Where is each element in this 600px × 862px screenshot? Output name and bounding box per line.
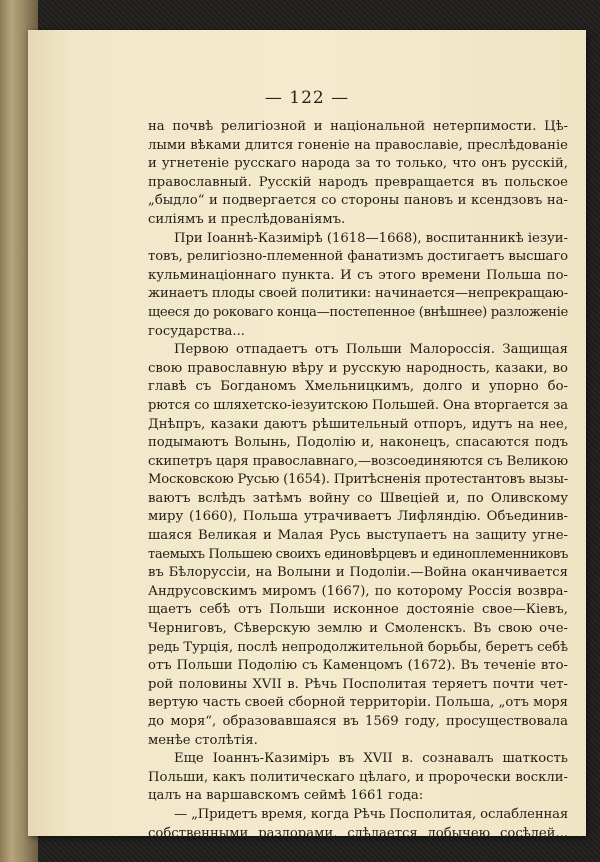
text-line: миру (1660), Польша утрачиваетъ Лифляндію. Объединив- bbox=[148, 509, 568, 525]
text-line: кульминаціоннаго пункта. И съ этого времени Польша по- bbox=[148, 267, 568, 283]
text-line: силіямъ и преслѣдованіямъ. bbox=[148, 211, 346, 227]
text-line: ваютъ вслѣдъ затѣмъ войну со Швеціей и, по Оливскому bbox=[148, 490, 568, 506]
text-line: подымаютъ Волынь, Подолію и, наконецъ, спасаются подъ bbox=[148, 435, 568, 451]
text-line: щаетъ себѣ отъ Польши исконное достояніе свое—Кіевъ, bbox=[148, 602, 568, 618]
text-line: рются со шляхетско-іезуитскою Польшей. Она вторгается за bbox=[148, 397, 568, 413]
text-line: цалъ на варшавскомъ сеймѣ 1661 года: bbox=[148, 788, 424, 804]
text-line: таемыхъ Польшею своихъ единовѣрцевъ и единоплеменниковъ bbox=[148, 546, 568, 562]
text-line: въ Бѣлоруссіи, на Волыни и Подоліи.—Война оканчивается bbox=[148, 565, 568, 581]
text-line: на почвѣ религіозной и національной нетерпимости. Цѣ- bbox=[148, 119, 568, 134]
text-line: православный. Русскій народъ превращается въ польское bbox=[148, 174, 568, 190]
text-line: жинаетъ плоды своей политики: начинается—непрекращаю- bbox=[148, 286, 568, 302]
text-line: до моря“, образовавшаяся въ 1569 году, просуществовала bbox=[148, 714, 568, 729]
text-line: При Іоаннѣ-Казимірѣ (1618—1668), воспитанникѣ іезуи- bbox=[174, 230, 568, 246]
text-line: товъ, религіозно-племенной фанатизмъ достигаетъ высшаго bbox=[148, 249, 568, 265]
text-line: „быдло“ и подвергается со стороны пановъ и ксендзовъ на- bbox=[148, 193, 568, 209]
text-line: Днѣпръ, казаки даютъ рѣшительный отпоръ, идутъ на нее, bbox=[148, 416, 568, 432]
text-line: Черниговъ, Сѣверскую землю и Смоленскъ. Въ свою оче- bbox=[148, 621, 568, 637]
text-line: Польши, какъ политическаго цѣлаго, и пророчески воскли- bbox=[148, 769, 568, 785]
text-line: собственными раздорами, сдѣлается добычею сосѣдей... bbox=[148, 825, 568, 841]
text-line: свою православную вѣру и русскую народность, казаки, во bbox=[148, 360, 568, 376]
page-number: — 122 — bbox=[264, 88, 350, 108]
text-line: Московскою Русью (1654). Притѣсненія протестантовъ вызы- bbox=[148, 472, 568, 488]
text-line: Первою отпадаетъ отъ Польши Малороссія. Защищая bbox=[174, 342, 568, 358]
text-line: редь Турція, послѣ непродолжительной борьбы, беретъ себѣ bbox=[148, 639, 568, 655]
text-line: и угнетеніе русскаго народа за то только, что онъ русскій, bbox=[148, 156, 568, 172]
text-line: государства... bbox=[148, 323, 245, 339]
text-line: вертую часть своей сборной территоріи. Польша, „отъ моря bbox=[148, 695, 568, 711]
text-line: шаяся Великая и Малая Русь выступаетъ на защиту угне- bbox=[148, 528, 568, 544]
text-line: скипетръ царя православнаго,—возсоединяются съ Великою bbox=[148, 453, 568, 469]
text-line: — „Придетъ время, когда Рѣчь Посполитая, ослабленная bbox=[174, 806, 568, 822]
text-line: отъ Польши Подолію съ Каменцомъ (1672). Въ теченіе вто- bbox=[148, 658, 568, 674]
text-line: главѣ съ Богданомъ Хмельницкимъ, долго и упорно бо- bbox=[148, 379, 568, 395]
text-line: менѣе столѣтія. bbox=[148, 732, 258, 748]
text-line: щееся до роковаго конца—постепенное (внѣшнее) разложеніе bbox=[148, 304, 568, 320]
book-page bbox=[28, 30, 586, 841]
text-line: Еще Іоаннъ-Казиміръ въ XVII в. сознавалъ шаткость bbox=[174, 751, 568, 767]
text-line: лыми вѣками длится гоненіе на православіе, преслѣдованіе bbox=[148, 137, 568, 153]
text-line: Андрусовскимъ миромъ (1667), по которому Россія возвра- bbox=[148, 583, 568, 599]
body-text bbox=[148, 118, 568, 843]
text-line: рой половины XVII в. Рѣчь Посполитая теряетъ почти чет- bbox=[148, 676, 568, 692]
